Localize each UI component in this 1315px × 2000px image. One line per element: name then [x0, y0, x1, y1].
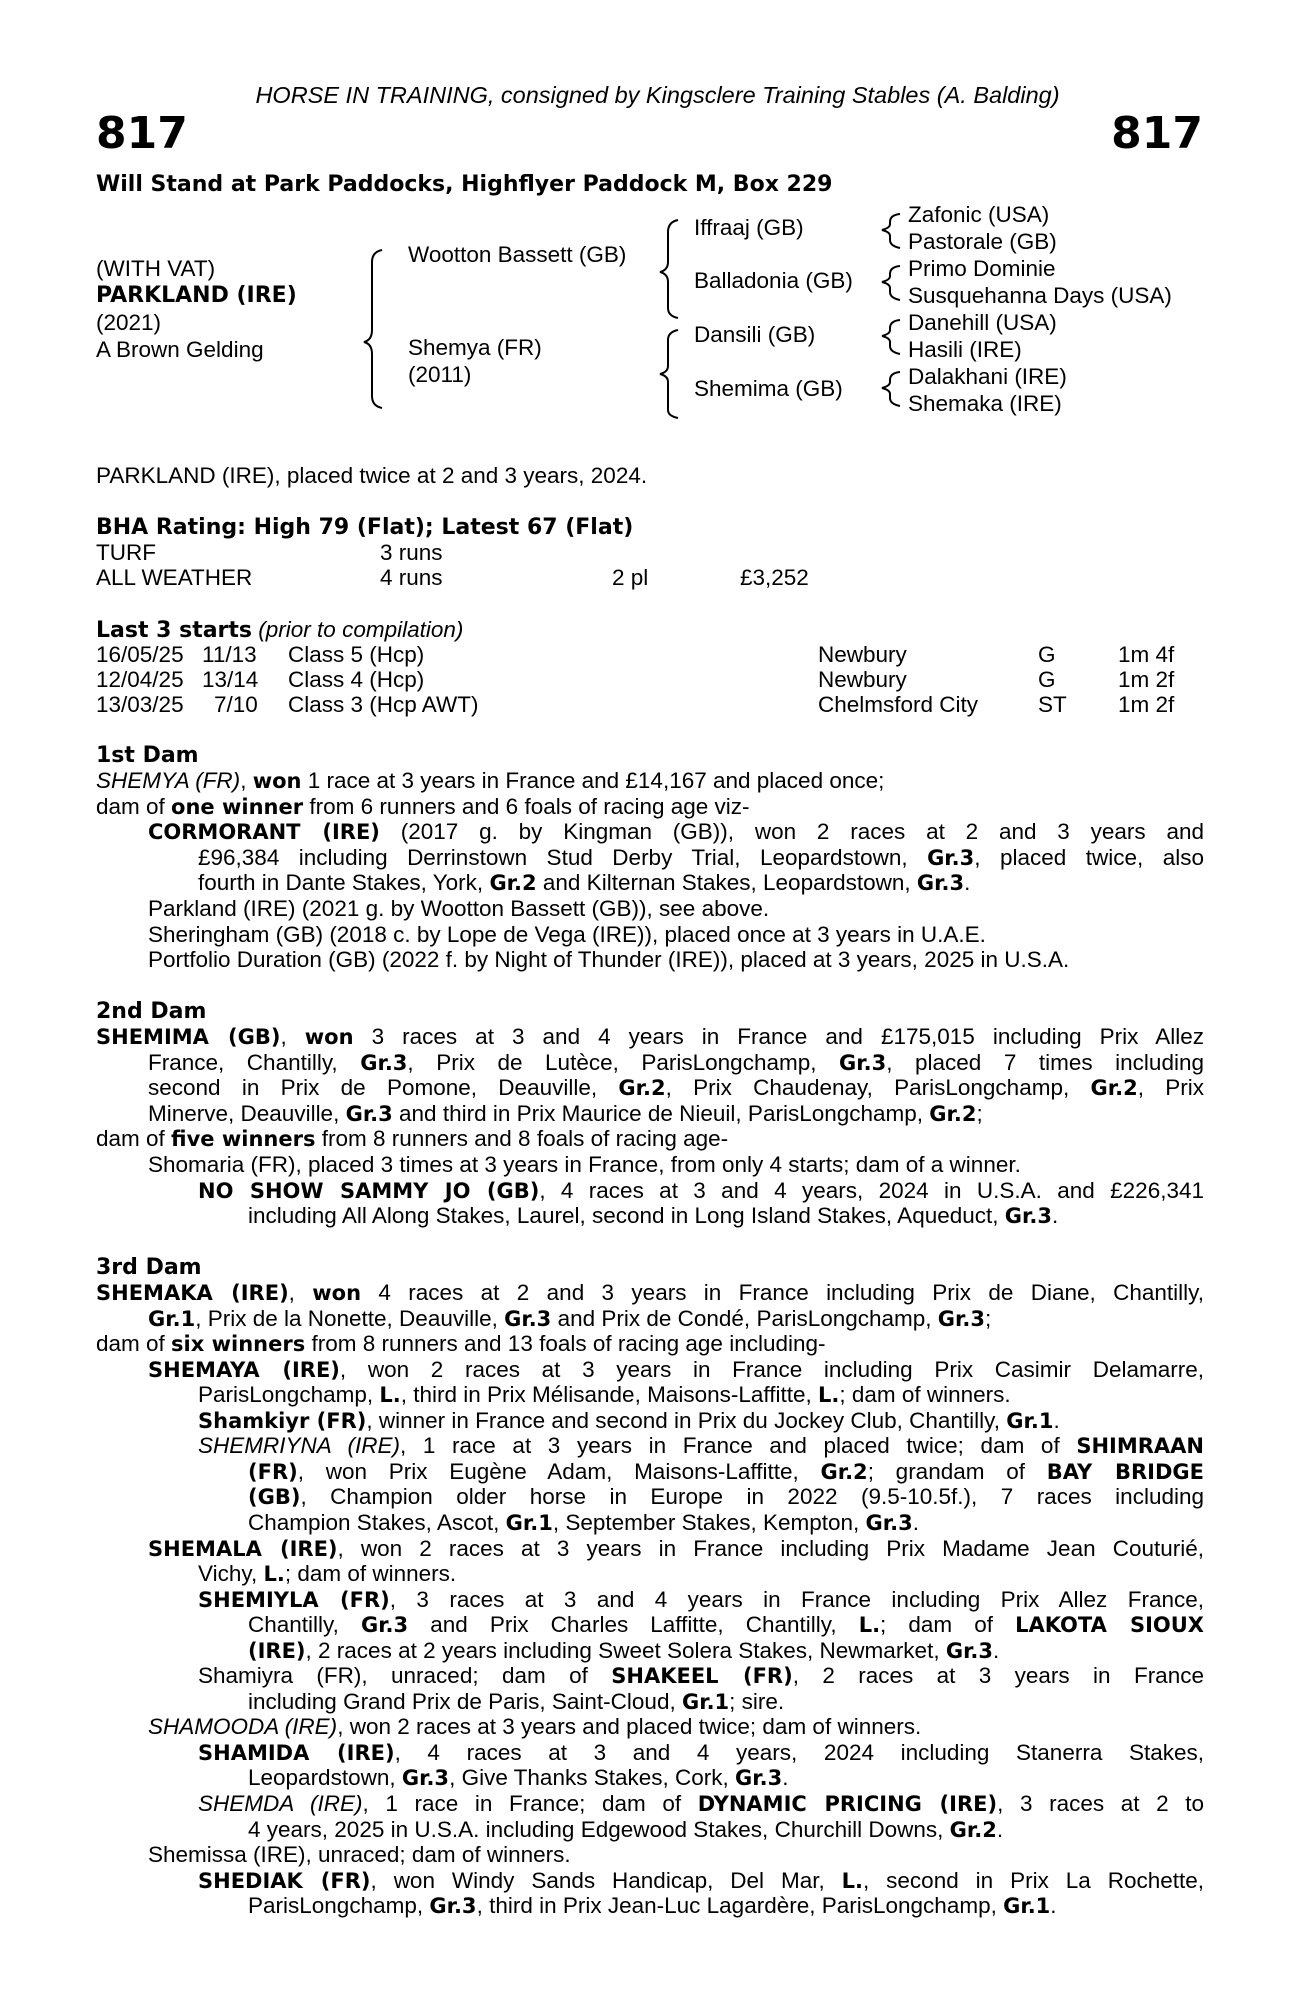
pedigree-note-line: Chantilly, Gr.3 and Prix Charles Laffitte, Chantilly, L.; dam of LAKOTA SIOUX — [248, 1612, 1204, 1638]
pedigree-sire-sire: Iffraaj (GB) — [694, 215, 804, 240]
start-class: Class 3 (Hcp AWT) — [288, 692, 479, 717]
last-starts-heading: Last 3 starts — [96, 618, 253, 643]
racing-summary: PARKLAND (IRE), placed twice at 2 and 3 years, 2024. — [96, 463, 648, 488]
pedigree-note-line: SHEMAYA (IRE), won 2 races at 3 years in France including Prix Casimir Delamarre, — [148, 1356, 1204, 1382]
last-starts-note: (prior to compilation) — [258, 617, 464, 642]
second-dam-heading: 2nd Dam — [96, 999, 207, 1024]
lot-number-right: 817 — [1111, 108, 1203, 159]
vat-note: (WITH VAT) — [96, 256, 216, 281]
start-going: ST — [1038, 692, 1067, 717]
pedigree-note-line: SHAMIDA (IRE), 4 races at 3 and 4 years, 2024 including Stanerra Stakes, — [198, 1739, 1204, 1765]
pedigree-g1: Zafonic (USA) — [908, 202, 1050, 227]
third-dam-heading: 3rd Dam — [96, 1255, 202, 1280]
horse-year: (2021) — [96, 310, 162, 335]
start-position: 7/10 — [214, 692, 258, 717]
pedigree-g5: Danehill (USA) — [908, 310, 1057, 335]
pedigree-note-line: second in Prix de Pomone, Deauville, Gr.2, Prix Chaudenay, ParisLongchamp, Gr.2, Prix — [148, 1075, 1204, 1101]
stand-location: Will Stand at Park Paddocks, Highflyer Paddock M, Box 229 — [96, 172, 833, 197]
pedigree-note-line: Sheringham (GB) (2018 c. by Lope de Vega (IRE)), placed once at 3 years in U.A.E. — [148, 921, 986, 947]
start-course: Chelmsford City — [818, 692, 979, 717]
start-going: G — [1038, 642, 1056, 667]
pedigree-note-line: (FR), won Prix Eugène Adam, Maisons-Laffitte, Gr.2; grandam of BAY BRIDGE — [248, 1458, 1204, 1484]
pedigree-note-line: Parkland (IRE) (2021 g. by Wootton Bassett (GB)), see above. — [148, 896, 770, 921]
start-class: Class 5 (Hcp) — [288, 642, 425, 667]
rating-runs: 3 runs — [380, 540, 443, 565]
start-position: 13/14 — [202, 667, 259, 692]
pedigree-g3: Primo Dominie — [908, 256, 1056, 281]
start-course: Newbury — [818, 667, 907, 692]
rating-runs: 4 runs — [380, 565, 443, 590]
pedigree-note-line: SHEMALA (IRE), won 2 races at 3 years in France including Prix Madame Jean Couturié, — [148, 1535, 1204, 1561]
pedigree-g2: Pastorale (GB) — [908, 229, 1057, 254]
pedigree-note-line: £96,384 including Derrinstown Stud Derby Trial, Leopardstown, Gr.3, placed twice, also — [198, 844, 1204, 870]
pedigree-note-line: dam of one winner from 6 runners and 6 foals of racing age viz- — [96, 793, 750, 819]
lot-number-left: 817 — [96, 108, 188, 159]
pedigree-note-line: Champion Stakes, Ascot, Gr.1, September Stakes, Kempton, Gr.3. — [248, 1509, 919, 1535]
pedigree-note-line: Gr.1, Prix de la Nonette, Deauville, Gr.3 and Prix de Condé, ParisLongchamp, Gr.3; — [148, 1305, 992, 1331]
pedigree-note-line: 4 years, 2025 in U.S.A. including Edgewood Stakes, Churchill Downs, Gr.2. — [248, 1816, 1004, 1842]
pedigree-note-line: dam of six winners from 8 runners and 13 foals of racing age including- — [96, 1331, 826, 1357]
pedigree-note-line: SHEMIYLA (FR), 3 races at 3 and 4 years in France including Prix Allez France, — [198, 1586, 1204, 1612]
pedigree-sire: Wootton Bassett (GB) — [408, 242, 627, 267]
pedigree-note-line: SHEMAKA (IRE), won 4 races at 2 and 3 years in France including Prix de Diane, Chantilly, — [96, 1280, 1204, 1305]
pedigree-note-line: Shamkiyr (FR), winner in France and second in Prix du Jockey Club, Chantilly, Gr.1. — [198, 1407, 1060, 1433]
pedigree-note-line: Shomaria (FR), placed 3 times at 3 years in France, from only 4 starts; dam of a winner. — [148, 1152, 1021, 1177]
start-distance: 1m 2f — [1118, 667, 1175, 692]
start-distance: 1m 4f — [1118, 642, 1175, 667]
pedigree-note-line: CORMORANT (IRE) (2017 g. by Kingman (GB)), won 2 races at 2 and 3 years and — [148, 819, 1204, 845]
rating-surface: ALL WEATHER — [96, 565, 253, 590]
pedigree-g8: Shemaka (IRE) — [908, 391, 1062, 416]
start-position: 11/13 — [202, 642, 257, 667]
start-going: G — [1038, 667, 1056, 692]
pedigree-note-line: France, Chantilly, Gr.3, Prix de Lutèce, ParisLongchamp, Gr.3, placed 7 times including — [148, 1049, 1204, 1075]
pedigree-note-line: ParisLongchamp, Gr.3, third in Prix Jean-Luc Lagardère, ParisLongchamp, Gr.1. — [248, 1893, 1057, 1919]
pedigree-note-line: NO SHOW SAMMY JO (GB), 4 races at 3 and 4 years, 2024 in U.S.A. and £226,341 — [198, 1177, 1204, 1203]
last-starts-title — [96, 617, 463, 643]
horse-description: A Brown Gelding — [96, 337, 264, 362]
pedigree-note-line: fourth in Dante Stakes, York, Gr.2 and Kilternan Stakes, Leopardstown, Gr.3. — [198, 870, 971, 896]
pedigree-sire-dam: Balladonia (GB) — [694, 268, 853, 293]
pedigree-note-line: SHEMIMA (GB), won 3 races at 3 and 4 years in France and £175,015 including Prix Allez — [96, 1024, 1204, 1049]
start-class: Class 4 (Hcp) — [288, 667, 425, 692]
consignment-line: HORSE IN TRAINING, consigned by Kingsclere Training Stables (A. Balding) — [255, 82, 1060, 108]
start-course: Newbury — [818, 642, 907, 667]
pedigree-note-line: Portfolio Duration (GB) (2022 f. by Night of Thunder (IRE)), placed at 3 years, 2025 in U.S.A. — [148, 947, 1070, 973]
pedigree-note-line: including Grand Prix de Paris, Saint-Cloud, Gr.1; sire. — [248, 1688, 785, 1714]
start-date: 13/03/25 — [96, 692, 184, 717]
bha-rating: BHA Rating: High 79 (Flat); Latest 67 (Flat) — [96, 515, 634, 540]
pedigree-note-line: (IRE), 2 races at 2 years including Sweet Solera Stakes, Newmarket, Gr.3. — [248, 1637, 1000, 1663]
start-date: 12/04/25 — [96, 667, 184, 692]
pedigree-g4: Susquehanna Days (USA) — [908, 283, 1172, 308]
rating-earnings: £3,252 — [740, 565, 809, 590]
pedigree-note-line: SHEDIAK (FR), won Windy Sands Handicap, Del Mar, L., second in Prix La Rochette, — [198, 1867, 1204, 1893]
pedigree-dam-year: (2011) — [408, 362, 472, 387]
pedigree-note-line: SHEMYA (FR), won 1 race at 3 years in France and £14,167 and placed once; — [96, 768, 885, 793]
pedigree-note-line: ParisLongchamp, L., third in Prix Mélisande, Maisons-Laffitte, L.; dam of winners. — [198, 1382, 1011, 1408]
first-dam-heading: 1st Dam — [96, 743, 199, 768]
start-date: 16/05/25 — [96, 642, 184, 667]
pedigree-note-line: Shamiyra (FR), unraced; dam of SHAKEEL (FR), 2 races at 3 years in France — [198, 1663, 1204, 1689]
pedigree-note-line: SHEMDA (IRE), 1 race in France; dam of DYNAMIC PRICING (IRE), 3 races at 2 to — [198, 1791, 1204, 1816]
pedigree-g6: Hasili (IRE) — [908, 337, 1022, 362]
rating-placed: 2 pl — [612, 565, 649, 590]
pedigree-note-line: SHAMOODA (IRE), won 2 races at 3 years and placed twice; dam of winners. — [148, 1714, 922, 1740]
pedigree-note-line: Leopardstown, Gr.3, Give Thanks Stakes, Cork, Gr.3. — [248, 1765, 789, 1791]
start-distance: 1m 2f — [1118, 692, 1175, 717]
pedigree-note-line: Minerve, Deauville, Gr.3 and third in Prix Maurice de Nieuil, ParisLongchamp, Gr.2; — [148, 1100, 983, 1126]
rating-surface: TURF — [96, 540, 156, 565]
pedigree-note-line: Shemissa (IRE), unraced; dam of winners. — [148, 1842, 571, 1868]
pedigree-g7: Dalakhani (IRE) — [908, 364, 1067, 389]
pedigree-note-line: dam of five winners from 8 runners and 8 foals of racing age- — [96, 1126, 729, 1152]
pedigree-dam-dam: Shemima (GB) — [694, 376, 843, 401]
pedigree-note-line: including All Along Stakes, Laurel, second in Long Island Stakes, Aqueduct, Gr.3. — [248, 1203, 1059, 1229]
pedigree-note-line: (GB), Champion older horse in Europe in 2022 (9.5-10.5f.), 7 races including — [248, 1484, 1204, 1510]
pedigree-dam-sire: Dansili (GB) — [694, 322, 816, 347]
pedigree-note-line: Vichy, L.; dam of winners. — [198, 1561, 457, 1587]
horse-name: PARKLAND (IRE) — [96, 283, 297, 308]
pedigree-note-line: SHEMRIYNA (IRE), 1 race at 3 years in France and placed twice; dam of SHIMRAAN — [198, 1433, 1204, 1459]
pedigree-dam: Shemya (FR) — [408, 335, 542, 360]
